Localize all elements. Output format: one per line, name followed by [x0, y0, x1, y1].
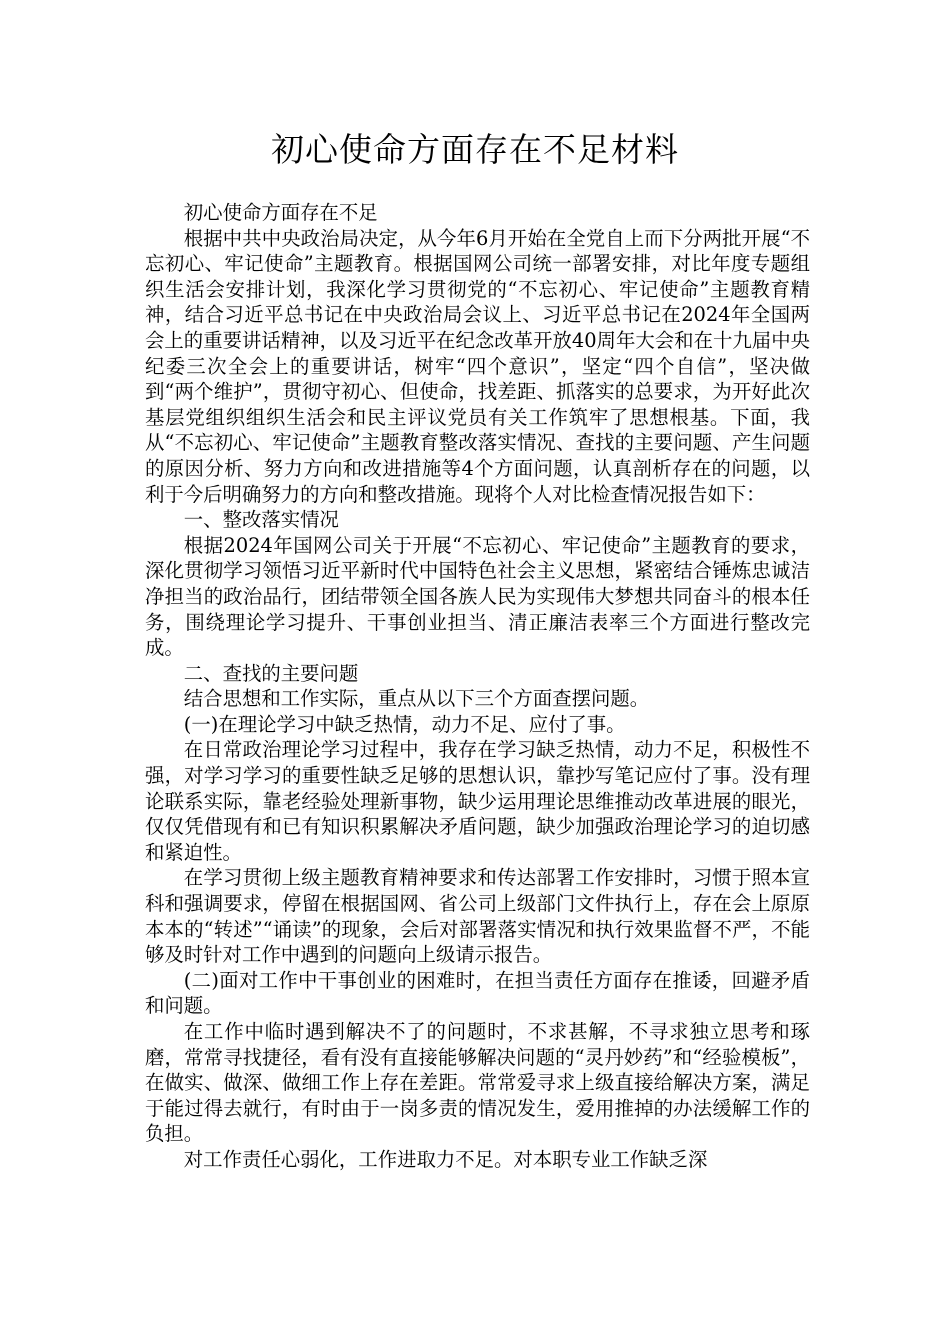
- paragraph-difficulties: 在工作中临时遇到解决不了的问题时，不求甚解，不寻求独立思考和琢磨，常常寻找捷径，看有没有直接能够解决问题的“灵丹妙药”和“经验模板”，在做实、做深、做细工作上存在差距。常常爱寻求上级直接给解决方案，满足于能过得去就行，有时由于一岗多责的情况发生，爱用推掉的办法缓解工作的负担。: [145, 1020, 810, 1146]
- subsection-heading-1: (一)在理论学习中缺乏热情，动力不足、应付了事。: [183, 712, 626, 736]
- section-heading-1: 一、整改落实情况: [183, 508, 339, 532]
- paragraph-implementation: 在学习贯彻上级主题教育精神要求和传达部署工作安排时，习惯于照本宣科和强调要求，停留在根据国网、省公司上级部门文件执行上，存在会上原原本本的“转述”“诵读”的现象，会后对部署落实情况和执行效果监督不严，不能够及时针对工作中遇到的问题向上级请示报告。: [145, 866, 810, 967]
- document-title: 初心使命方面存在不足材料: [271, 130, 679, 169]
- paragraph-rectification: 根据2024年国网公司关于开展“不忘初心、牢记使命”主题教育的要求，深化贯彻学习领悟习近平新时代中国特色社会主义思想，紧密结合锤炼忠诚洁净担当的政治品行，团结带领全国各族人民为实现伟大梦想共同奋斗的根本任务，围绕理论学习提升、干事创业担当、清正廉洁表率三个方面进行整改完成。: [145, 533, 810, 660]
- paragraph-intro: 根据中共中央政治局决定，从今年6月开始在全党自上而下分两批开展“不忘初心、牢记使命”主题教育。根据国网公司统一部署安排，对比年度专题组织生活会安排计划，我深化学习贯彻党的“不忘初心、牢记使命”主题教育精神，结合习近平总书记在中央政治局会议上、习近平总书记在2024年全国两会上的重要讲话精神，以及习近平在纪念改革开放40周年大会和在十九届中央纪委三次全会上的重要讲话，树牢“四个意识”，坚定“四个自信”，坚决做到“两个维护”，贯彻守初心、但使命，找差距、抓落实的总要求，为开好此次基层党组织组织生活会和民主评议党员有关工作筑牢了思想根基。下面，我从“不忘初心、牢记使命”主题教育整改落实情况、查找的主要问题、产生问题的原因分析、努力方向和改进措施等4个方面问题，认真剖析存在的问题，以利于今后明确努力的方向和整改措施。现将个人对比检查情况报告如下：: [145, 226, 810, 506]
- paragraph-theory-study: 在日常政治理论学习过程中，我存在学习缺乏热情，动力不足，积极性不强，对学习学习的重要性缺乏足够的思想认识，靠抄写笔记应付了事。没有理论联系实际，靠老经验处理新事物，缺少运用理论思维推动改革进展的眼光，仅仅凭借现有和已有知识积累解决矛盾问题，缺少加强政治理论学习的迫切感和紧迫性。: [145, 738, 810, 864]
- paragraph-subtitle: 初心使命方面存在不足: [183, 201, 378, 224]
- document-body: [145, 200, 810, 1173]
- section-heading-2: 二、查找的主要问题: [183, 661, 359, 685]
- paragraph-responsibility: 对工作责任心弱化，工作进取力不足。对本职专业工作缺乏深: [183, 1147, 708, 1171]
- paragraph-problems-intro: 结合思想和工作实际，重点从以下三个方面查摆问题。: [183, 687, 650, 711]
- subsection-heading-2: (二)面对工作中干事创业的困难时，在担当责任方面存在推诿，回避矛盾和问题。: [145, 968, 810, 1018]
